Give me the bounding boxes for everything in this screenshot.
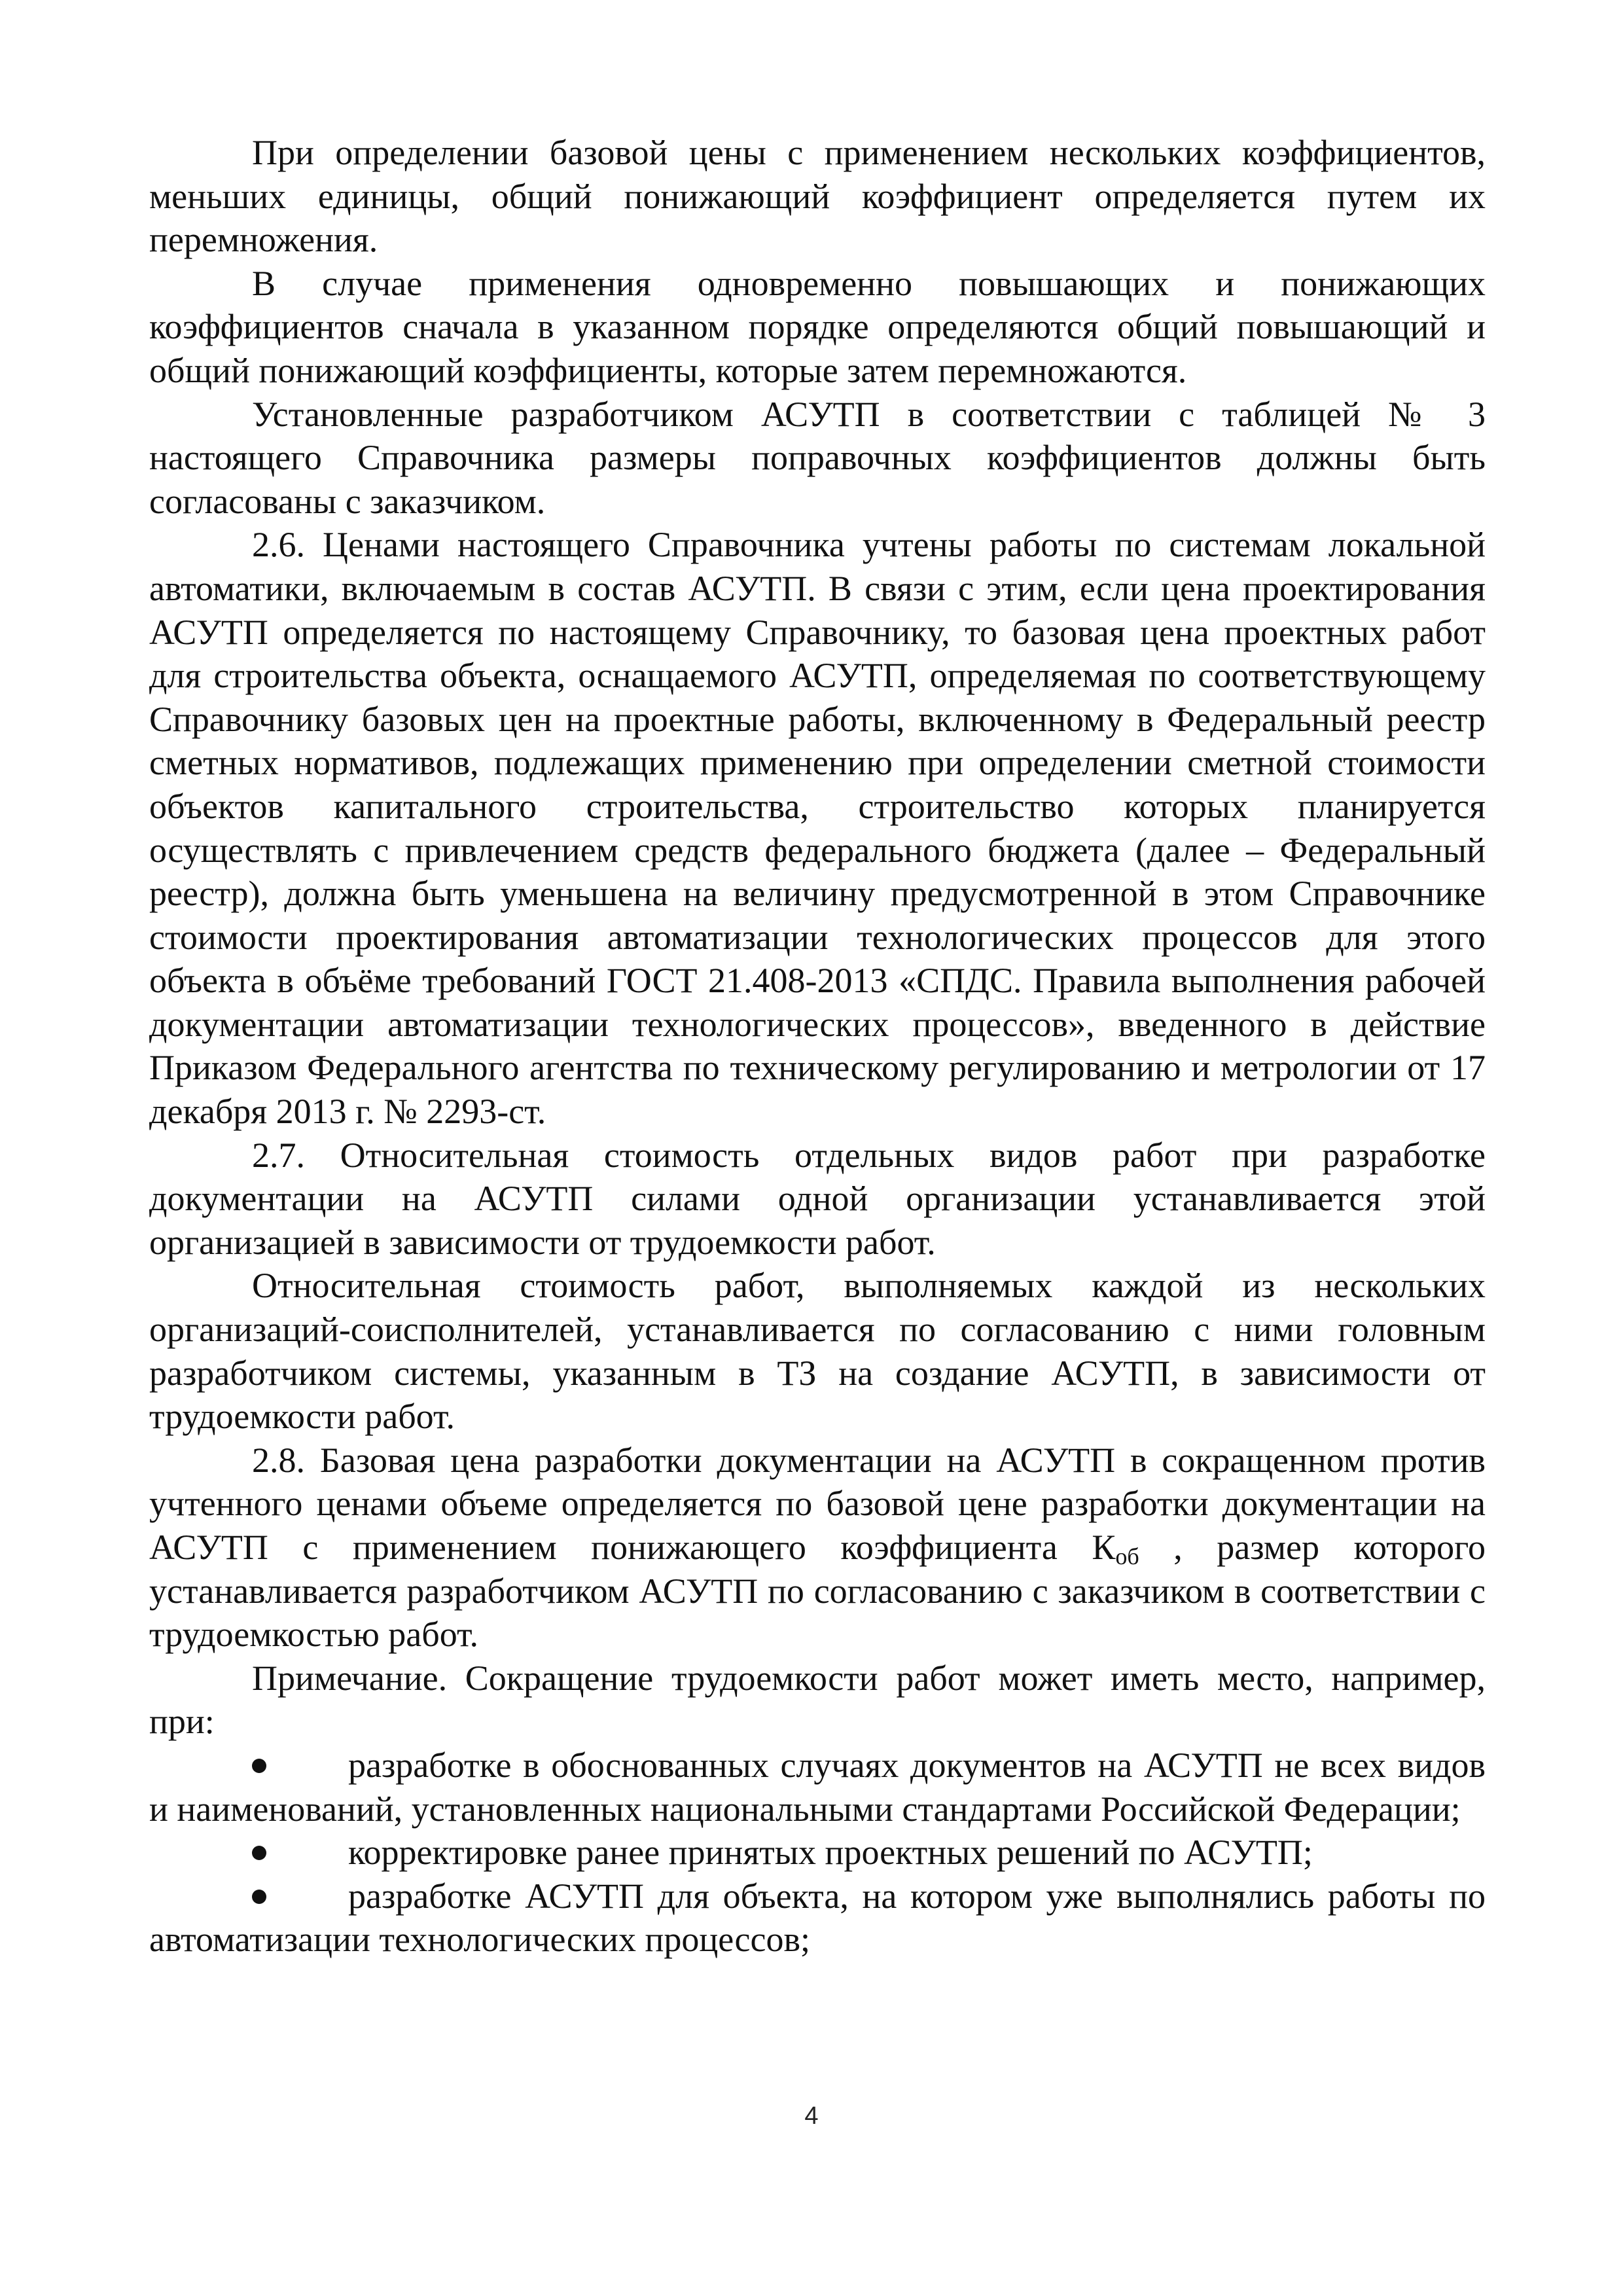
paragraph-combined-coefficients: В случае применения одновременно повышающих и понижающих коэффициентов сначала в указанном порядке определяются общий повышающий и общий понижающий коэффициенты, которые затем перемножаются. [149,263,1486,390]
bullet-icon [252,1759,266,1773]
paragraph-coefficients-approval: Установленные разработчиком АСУТП в соответствии с таблицей № 3 настоящего Справочника размеры поправочных коэффициентов должны быть согласованы с заказчиком. [149,394,1486,521]
bullet-item [149,1744,1486,1831]
paragraph-2-8 [149,1439,1486,1657]
bullet-text: разработке АСУТП для объекта, на котором уже выполнялись работы по автоматизации технологических процессов; [149,1876,1486,1960]
bullet-icon [252,1846,266,1860]
bullet-icon [252,1890,266,1904]
paragraph-2-8-text-before: 2.8. Базовая цена разработки документации на АСУТП в сокращенном против учтенного ценами объеме определяется по базовой цене разработки документации на АСУТП с применением понижающего коэффициента К [149,1440,1486,1567]
coefficient-subscript: об [1115,1543,1139,1570]
page-number: 4 [804,2102,819,2130]
paragraph-2-7: 2.7. Относительная стоимость отдельных видов работ при разработке документации на АСУТП силами одной организации устанавливается этой организацией в зависимости от трудоемкости работ. [149,1135,1486,1262]
bullet-text: разработке в обоснованных случаях документов на АСУТП не всех видов и наименований, установленных национальными стандартами Российской Федерации; [149,1745,1486,1829]
paragraph-2-6: 2.6. Ценами настоящего Справочника учтены работы по системам локальной автоматики, включаемым в состав АСУТП. В связи с этим, если цена проектирования АСУТП определяется по настоящему Справочнику, то базовая цена проектных работ для строительства объекта, оснащаемого АСУТП, определяемая по соответствующему Справочнику базовых цен на проектные работы, включенному в Федеральный реестр сметных нормативов, подлежащих применению при определении сметной стоимости объектов капитального строительства, строительство которых планируется осуществлять с привлечением средств федерального бюджета (далее – Федеральный реестр), должна быть уменьшена на величину предусмотренной в этом Справочнике стоимости проектирования автоматизации технологических процессов для этого объекта в объёме требований ГОСТ 21.408-2013 «СПДС. Правила выполнения рабочей документации автоматизации технологических процессов», введенного в действие Приказом Федерального агентства по техническому регулированию и метрологии от 17 декабря 2013 г. № 2293-ст. [149,525,1486,1132]
bullet-text: корректировке ранее принятых проектных решений по АСУТП; [348,1833,1313,1873]
bullet-item [149,1874,1486,1962]
bullet-item [149,1831,1486,1874]
paragraph-coefficients-multiplication: При определении базовой цены с применением нескольких коэффициентов, меньших единицы, общий понижающий коэффициент определяется путем их перемножения. [149,133,1486,260]
paragraph-co-executors: Относительная стоимость работ, выполняемых каждой из нескольких организаций-соисполнителей, устанавливается по согласованию с ними головным разработчиком системы, указанным в ТЗ на создание АСУТП, в зависимости от трудоемкости работ. [149,1266,1486,1437]
note-paragraph: Примечание. Сокращение трудоемкости работ может иметь место, например, при: [149,1658,1486,1742]
document-page [149,131,1486,1962]
paragraph-2-8-text-after: , размер которого устанавливается разработчиком АСУТП по согласованию с заказчиком в соответствии с трудоемкостью работ. [149,1528,1486,1655]
